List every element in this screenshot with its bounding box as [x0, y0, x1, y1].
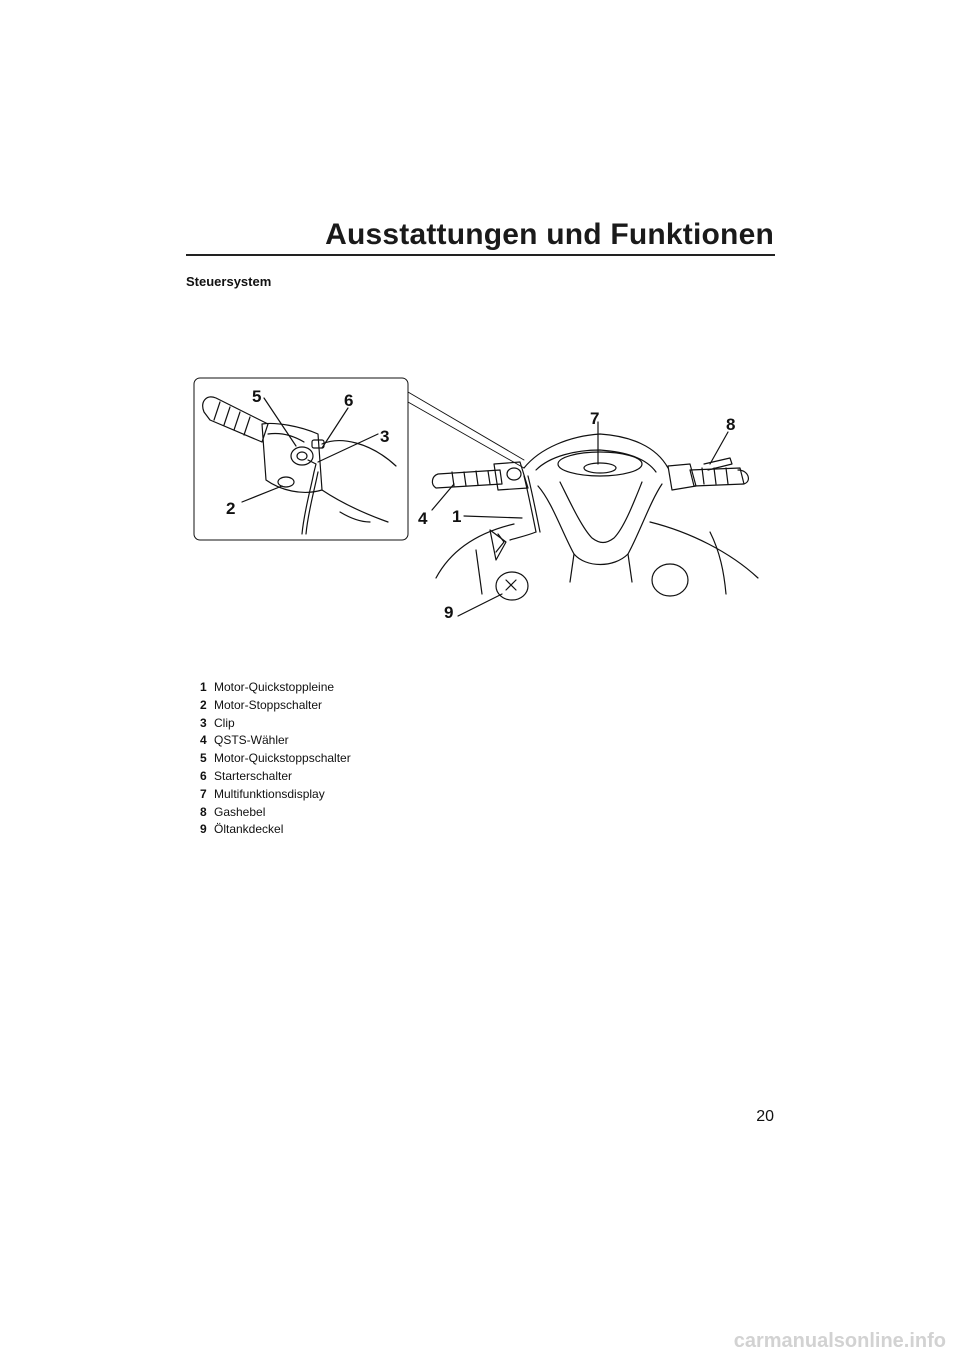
legend-label: Multifunktionsdisplay [214, 786, 325, 801]
callout-8: 8 [726, 415, 736, 434]
legend-label: Öltankdeckel [214, 822, 284, 837]
legend-item [200, 804, 351, 822]
legend-number: 8 [200, 804, 207, 819]
legend-item [200, 750, 351, 768]
callout-4: 4 [418, 509, 428, 528]
legend-number: 3 [200, 715, 207, 730]
callout-3: 3 [380, 427, 390, 446]
callout-2: 2 [226, 499, 236, 518]
callout-5: 5 [252, 387, 262, 406]
legend-item [200, 732, 351, 750]
title-rule [186, 254, 775, 256]
legend-label: Gashebel [214, 804, 266, 819]
legend-number: 9 [200, 822, 207, 837]
legend-item [200, 821, 351, 839]
legend-number: 2 [200, 697, 207, 712]
legend-item [200, 768, 351, 786]
handlebar-illustration [190, 372, 770, 632]
callout-7: 7 [590, 409, 600, 428]
callout-1: 1 [452, 507, 462, 526]
callout-6: 6 [344, 391, 354, 410]
page-title: Ausstattungen und Funktionen [325, 218, 774, 251]
legend-list [200, 679, 351, 839]
legend-item [200, 697, 351, 715]
legend-number: 7 [200, 786, 207, 801]
legend-label: Motor-Stoppschalter [214, 697, 323, 712]
legend-item [200, 786, 351, 804]
legend-label: Clip [214, 715, 235, 730]
legend-label: Motor-Quickstoppschalter [214, 751, 351, 766]
watermark: carmanualsonline.info [733, 1330, 946, 1352]
page-number: 20 [756, 1108, 774, 1125]
legend-number: 4 [200, 733, 207, 748]
legend-label: Starterschalter [214, 768, 293, 783]
legend-item [200, 679, 351, 697]
section-heading: Steuersystem [186, 274, 272, 289]
legend-number: 5 [200, 751, 207, 766]
legend-label: Motor-Quickstoppleine [214, 680, 335, 694]
callout-9: 9 [444, 603, 454, 622]
legend-number: 1 [200, 680, 207, 694]
main-handlebar [432, 422, 758, 616]
inset-detail [194, 378, 524, 540]
legend-item [200, 715, 351, 733]
legend-number: 6 [200, 768, 207, 783]
legend-label: QSTS-Wähler [214, 733, 289, 748]
